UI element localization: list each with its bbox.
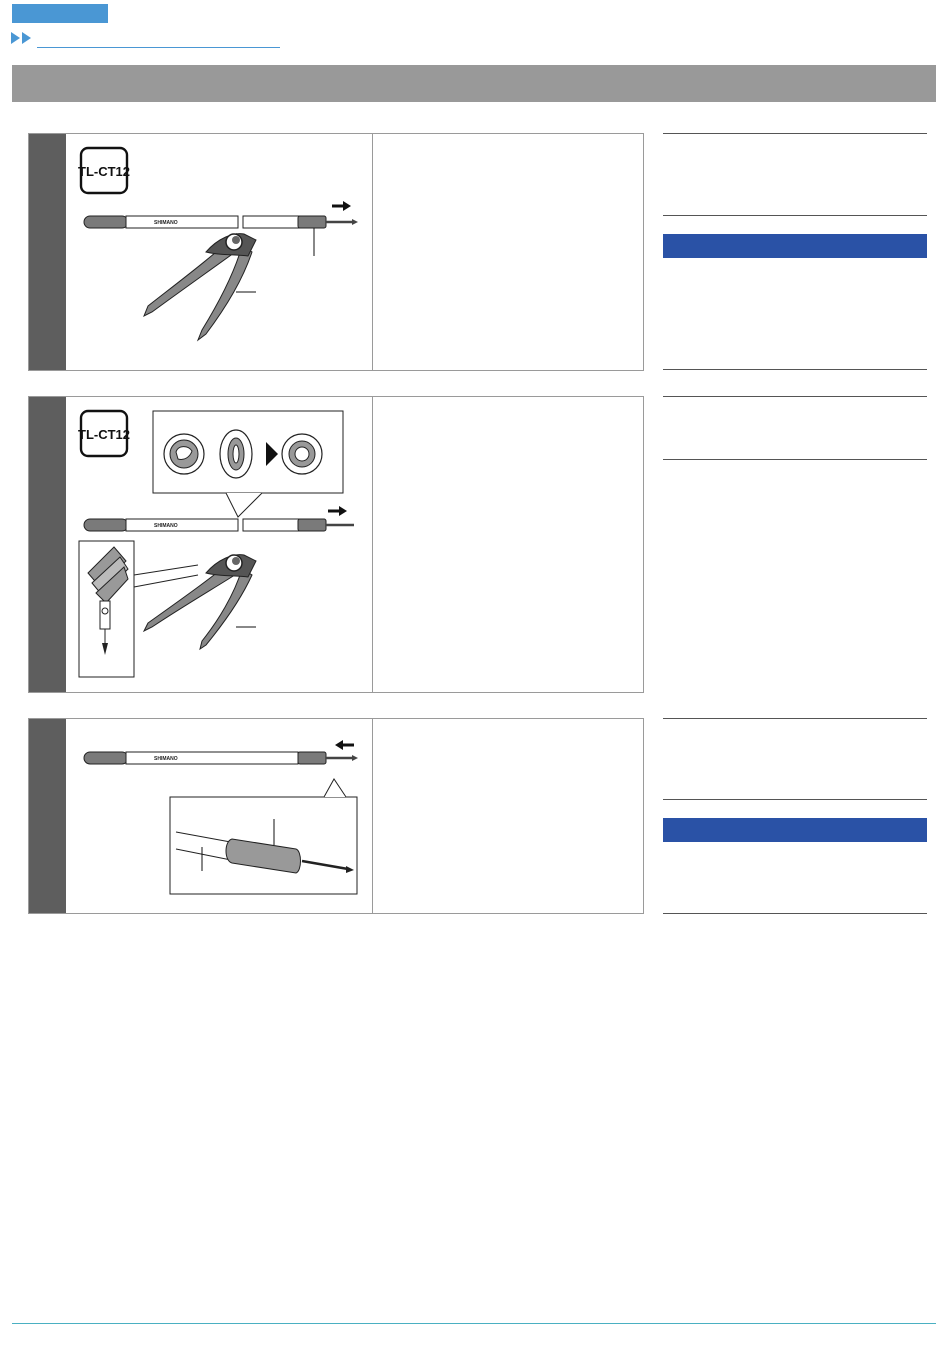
housing-cross-section-callout [153, 411, 343, 517]
svg-text:TL-CT12: TL-CT12 [78, 164, 130, 179]
tool-badge [78, 148, 130, 193]
step-3-illustration [66, 719, 373, 913]
note-rule [663, 718, 927, 719]
step-number-column [29, 134, 66, 370]
step-3-instructions [373, 719, 643, 913]
step-1-illustration [66, 134, 373, 370]
step-2 [28, 396, 644, 693]
step-1-instructions [373, 134, 643, 370]
header-tab[interactable] [12, 4, 108, 23]
pull-direction-arrow-icon [332, 201, 351, 211]
cable-housing [84, 519, 354, 531]
note-rule [663, 369, 927, 370]
section-title-bar [12, 65, 936, 102]
squashed-housing-end [220, 430, 252, 478]
cable-housing [84, 752, 358, 764]
cable-housing [84, 216, 358, 228]
housing-end-reshaping-illustration [66, 397, 372, 692]
breadcrumb[interactable] [37, 47, 280, 48]
svg-text:SHIMANO: SHIMANO [154, 523, 178, 529]
step-number-column [29, 719, 66, 913]
step-2-illustration [66, 397, 373, 692]
svg-text:TL-CT12: TL-CT12 [78, 427, 130, 442]
note-rule [663, 799, 927, 800]
note-header-bar [663, 234, 927, 258]
pull-direction-arrow-icon [328, 506, 347, 516]
note-rule [663, 913, 927, 914]
note-rule [663, 133, 927, 134]
step-2-instructions [373, 397, 643, 692]
step-number-column [29, 397, 66, 692]
tool-badge [78, 411, 130, 456]
cap-closeup-callout [170, 779, 357, 894]
cable-cutter [144, 234, 256, 340]
note-rule [663, 215, 927, 216]
breadcrumb-double-arrow-icon[interactable] [11, 31, 35, 45]
svg-text:SHIMANO: SHIMANO [154, 220, 178, 226]
push-direction-arrow-icon [335, 740, 354, 750]
deformed-housing-end [164, 434, 204, 474]
step-3 [28, 718, 644, 914]
svg-text:SHIMANO: SHIMANO [154, 756, 178, 762]
cable-cutter [144, 555, 256, 649]
inner-cable-insertion-illustration [66, 719, 372, 913]
step-1 [28, 133, 644, 371]
note-rule [663, 396, 927, 397]
footer-rule [12, 1323, 936, 1324]
round-housing-end [282, 434, 322, 474]
note-rule [663, 459, 927, 460]
note-header-bar [663, 818, 927, 842]
cutter-cutting-housing-illustration [66, 134, 372, 370]
